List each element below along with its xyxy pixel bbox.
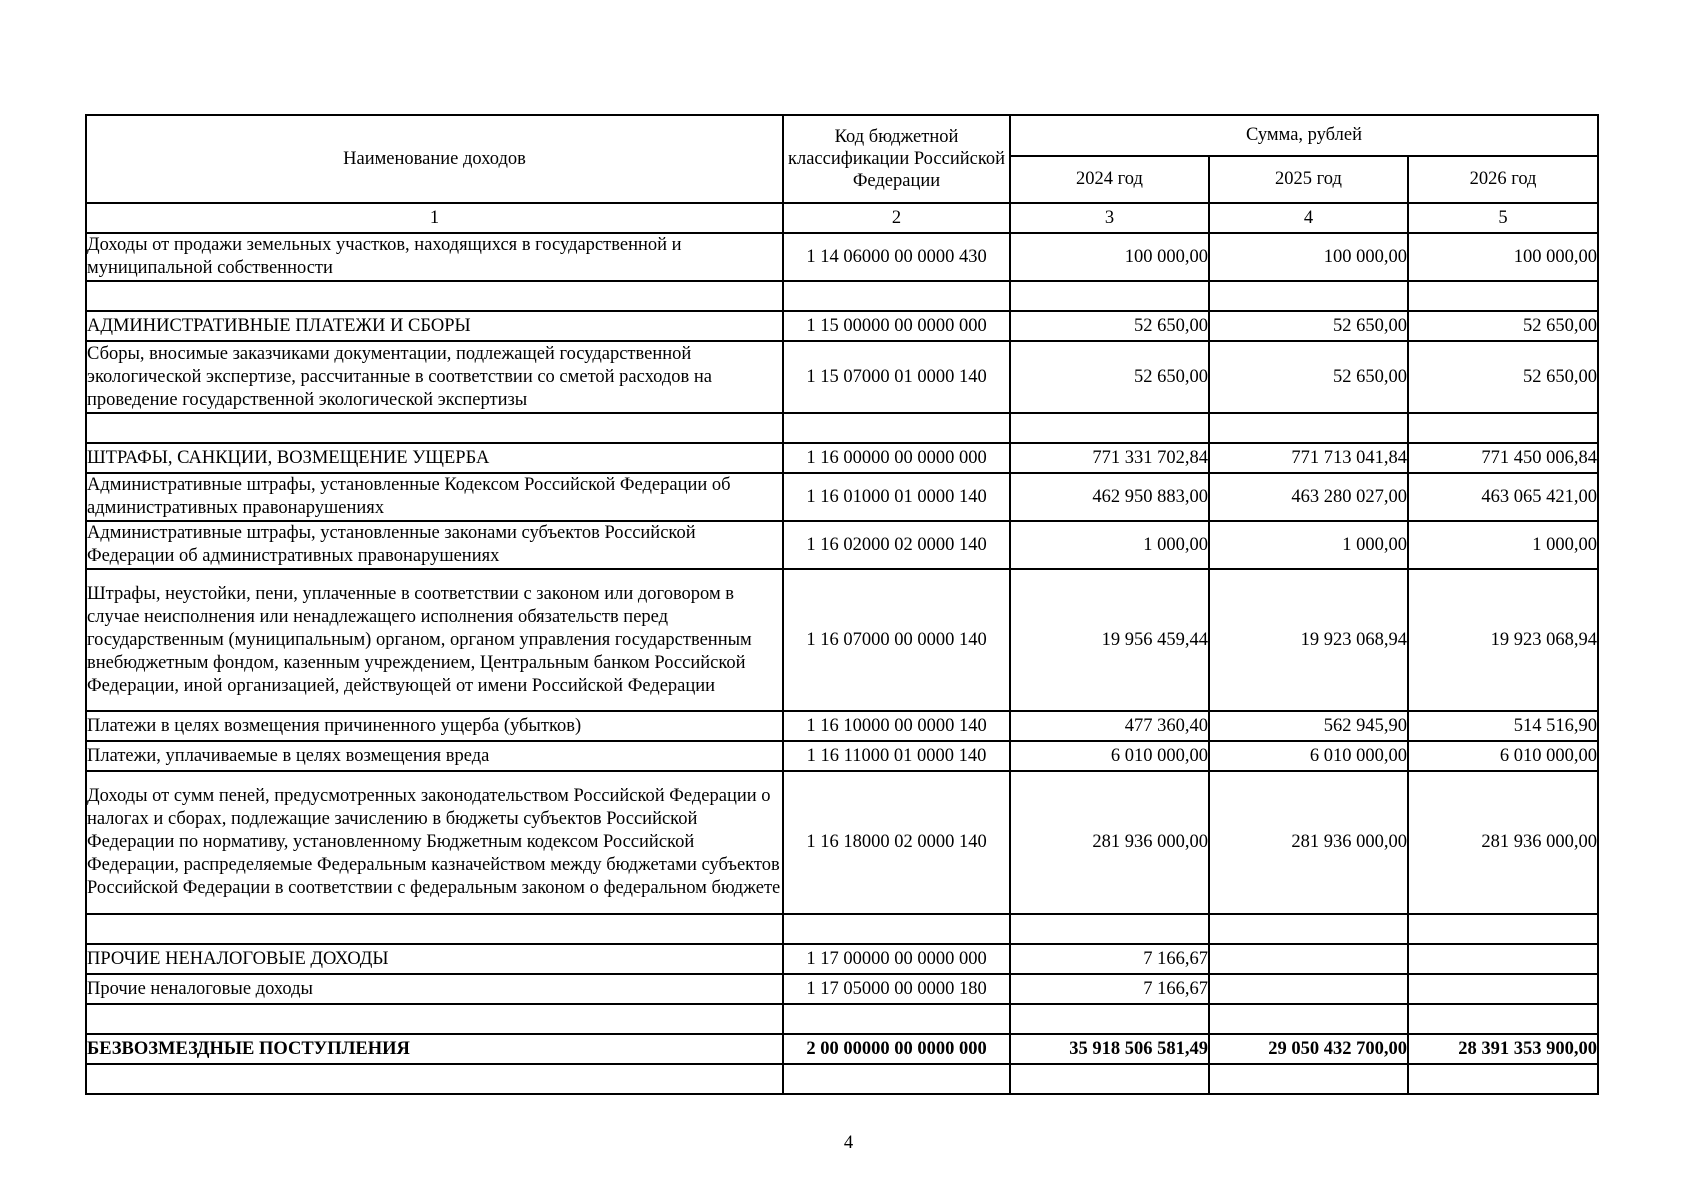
amount-2025: 771 713 041,84 — [1209, 443, 1408, 473]
amount-2024: 35 918 506 581,49 — [1010, 1034, 1209, 1064]
amount-2025 — [1209, 281, 1408, 311]
amount-2026: 771 450 006,84 — [1408, 443, 1598, 473]
column-number-3: 3 — [1010, 203, 1209, 233]
budget-code — [783, 1064, 1010, 1094]
income-name: Штрафы, неустойки, пени, уплаченные в соответствии с законом или договором в случае неисполнения или ненадлежащего исполнения обязательств перед государственным (муниципальным) органом, органом управления государственным внебюджетным фондом, казенным учреждением, Центральным банком Российской Федерации, иной организацией, действующей от имени Российской Федерации — [86, 569, 783, 711]
header-name: Наименование доходов — [86, 115, 783, 203]
income-name: Сборы, вносимые заказчиками документации, подлежащей государственной экологической экспертизе, рассчитанные в соответствии со сметой расходов на проведение государственной экологической экспертизы — [86, 341, 783, 413]
amount-2024: 281 936 000,00 — [1010, 771, 1209, 914]
amount-2024 — [1010, 1004, 1209, 1034]
header-sum: Сумма, рублей — [1010, 115, 1598, 156]
amount-2026: 281 936 000,00 — [1408, 771, 1598, 914]
empty-row — [86, 1064, 1598, 1094]
amount-2026: 100 000,00 — [1408, 233, 1598, 281]
amount-2024 — [1010, 281, 1209, 311]
header-year-2025: 2025 год — [1209, 156, 1408, 203]
budget-code: 1 17 00000 00 0000 000 — [783, 944, 1010, 974]
amount-2024: 6 010 000,00 — [1010, 741, 1209, 771]
empty-row — [86, 413, 1598, 443]
budget-code: 1 16 10000 00 0000 140 — [783, 711, 1010, 741]
income-name: Административные штрафы, установленные Кодексом Российской Федерации об административных правонарушениях — [86, 473, 783, 521]
empty-row — [86, 914, 1598, 944]
amount-2026 — [1408, 944, 1598, 974]
budget-code — [783, 281, 1010, 311]
amount-2025 — [1209, 1004, 1408, 1034]
amount-2025: 29 050 432 700,00 — [1209, 1034, 1408, 1064]
amount-2024 — [1010, 914, 1209, 944]
amount-2024 — [1010, 1064, 1209, 1094]
amount-2026: 6 010 000,00 — [1408, 741, 1598, 771]
empty-row — [86, 1004, 1598, 1034]
table-row — [86, 944, 1598, 974]
column-number-5: 5 — [1408, 203, 1598, 233]
amount-2026: 463 065 421,00 — [1408, 473, 1598, 521]
empty-row — [86, 281, 1598, 311]
amount-2024: 477 360,40 — [1010, 711, 1209, 741]
table-row — [86, 711, 1598, 741]
budget-code — [783, 914, 1010, 944]
income-name — [86, 1004, 783, 1034]
amount-2025 — [1209, 914, 1408, 944]
page-number: 4 — [843, 1133, 854, 1153]
column-number-2: 2 — [783, 203, 1010, 233]
header-year-2024: 2024 год — [1010, 156, 1209, 203]
amount-2025: 19 923 068,94 — [1209, 569, 1408, 711]
amount-2026: 28 391 353 900,00 — [1408, 1034, 1598, 1064]
amount-2026: 52 650,00 — [1408, 341, 1598, 413]
budget-code: 1 17 05000 00 0000 180 — [783, 974, 1010, 1004]
amount-2025: 562 945,90 — [1209, 711, 1408, 741]
amount-2026 — [1408, 281, 1598, 311]
amount-2026: 1 000,00 — [1408, 521, 1598, 569]
budget-code: 1 16 00000 00 0000 000 — [783, 443, 1010, 473]
table-row — [86, 1034, 1598, 1064]
amount-2026 — [1408, 1004, 1598, 1034]
budget-code: 1 16 02000 02 0000 140 — [783, 521, 1010, 569]
amount-2025: 52 650,00 — [1209, 341, 1408, 413]
income-name — [86, 281, 783, 311]
amount-2024: 7 166,67 — [1010, 944, 1209, 974]
amount-2026: 514 516,90 — [1408, 711, 1598, 741]
amount-2024: 19 956 459,44 — [1010, 569, 1209, 711]
amount-2024: 100 000,00 — [1010, 233, 1209, 281]
budget-code — [783, 1004, 1010, 1034]
budget-code: 1 14 06000 00 0000 430 — [783, 233, 1010, 281]
column-number-4: 4 — [1209, 203, 1408, 233]
income-name: АДМИНИСТРАТИВНЫЕ ПЛАТЕЖИ И СБОРЫ — [86, 311, 783, 341]
table-row — [86, 974, 1598, 1004]
table-row — [86, 741, 1598, 771]
income-name: Доходы от сумм пеней, предусмотренных законодательством Российской Федерации о налогах и сборах, подлежащие зачислению в бюджеты субъектов Российской Федерации по нормативу, установленному Бюджетным кодексом Российской Федерации, распределяемые Федеральным казначейством между бюджетами субъектов Российской Федерации в соответствии с федеральным законом о федеральном бюджете — [86, 771, 783, 914]
amount-2025: 463 280 027,00 — [1209, 473, 1408, 521]
amount-2024: 52 650,00 — [1010, 311, 1209, 341]
budget-code: 1 16 18000 02 0000 140 — [783, 771, 1010, 914]
income-name — [86, 914, 783, 944]
amount-2024: 1 000,00 — [1010, 521, 1209, 569]
income-name: Платежи в целях возмещения причиненного ущерба (убытков) — [86, 711, 783, 741]
budget-code — [783, 413, 1010, 443]
income-name: Прочие неналоговые доходы — [86, 974, 783, 1004]
amount-2026 — [1408, 914, 1598, 944]
budget-code: 1 15 00000 00 0000 000 — [783, 311, 1010, 341]
amount-2024 — [1010, 413, 1209, 443]
amount-2025: 52 650,00 — [1209, 311, 1408, 341]
amount-2026: 52 650,00 — [1408, 311, 1598, 341]
income-name: Платежи, уплачиваемые в целях возмещения вреда — [86, 741, 783, 771]
amount-2025: 100 000,00 — [1209, 233, 1408, 281]
table-row — [86, 521, 1598, 569]
header-code: Код бюджетной классификации Российской Федерации — [783, 115, 1010, 203]
amount-2024: 771 331 702,84 — [1010, 443, 1209, 473]
income-name: ПРОЧИЕ НЕНАЛОГОВЫЕ ДОХОДЫ — [86, 944, 783, 974]
income-name — [86, 1064, 783, 1094]
table-row — [86, 341, 1598, 413]
income-name — [86, 413, 783, 443]
table-row — [86, 443, 1598, 473]
amount-2026 — [1408, 413, 1598, 443]
income-name: Административные штрафы, установленные законами субъектов Российской Федерации об административных правонарушениях — [86, 521, 783, 569]
table-row — [86, 233, 1598, 281]
amount-2025: 281 936 000,00 — [1209, 771, 1408, 914]
table-row — [86, 771, 1598, 914]
table-row — [86, 311, 1598, 341]
budget-code: 2 00 00000 00 0000 000 — [783, 1034, 1010, 1064]
budget-code: 1 16 07000 00 0000 140 — [783, 569, 1010, 711]
budget-code: 1 16 01000 01 0000 140 — [783, 473, 1010, 521]
revenue-table — [85, 114, 1599, 1095]
column-number-1: 1 — [86, 203, 783, 233]
amount-2025: 6 010 000,00 — [1209, 741, 1408, 771]
header-year-2026: 2026 год — [1408, 156, 1598, 203]
budget-code: 1 15 07000 01 0000 140 — [783, 341, 1010, 413]
amount-2024: 7 166,67 — [1010, 974, 1209, 1004]
budget-code: 1 16 11000 01 0000 140 — [783, 741, 1010, 771]
amount-2025 — [1209, 944, 1408, 974]
income-name: Доходы от продажи земельных участков, находящихся в государственной и муниципальной собственности — [86, 233, 783, 281]
income-name: ШТРАФЫ, САНКЦИИ, ВОЗМЕЩЕНИЕ УЩЕРБА — [86, 443, 783, 473]
table-row — [86, 569, 1598, 711]
amount-2025 — [1209, 413, 1408, 443]
amount-2024: 462 950 883,00 — [1010, 473, 1209, 521]
amount-2024: 52 650,00 — [1010, 341, 1209, 413]
amount-2026: 19 923 068,94 — [1408, 569, 1598, 711]
amount-2026 — [1408, 974, 1598, 1004]
amount-2026 — [1408, 1064, 1598, 1094]
table-row — [86, 473, 1598, 521]
income-name: БЕЗВОЗМЕЗДНЫЕ ПОСТУПЛЕНИЯ — [86, 1034, 783, 1064]
amount-2025: 1 000,00 — [1209, 521, 1408, 569]
amount-2025 — [1209, 1064, 1408, 1094]
amount-2025 — [1209, 974, 1408, 1004]
